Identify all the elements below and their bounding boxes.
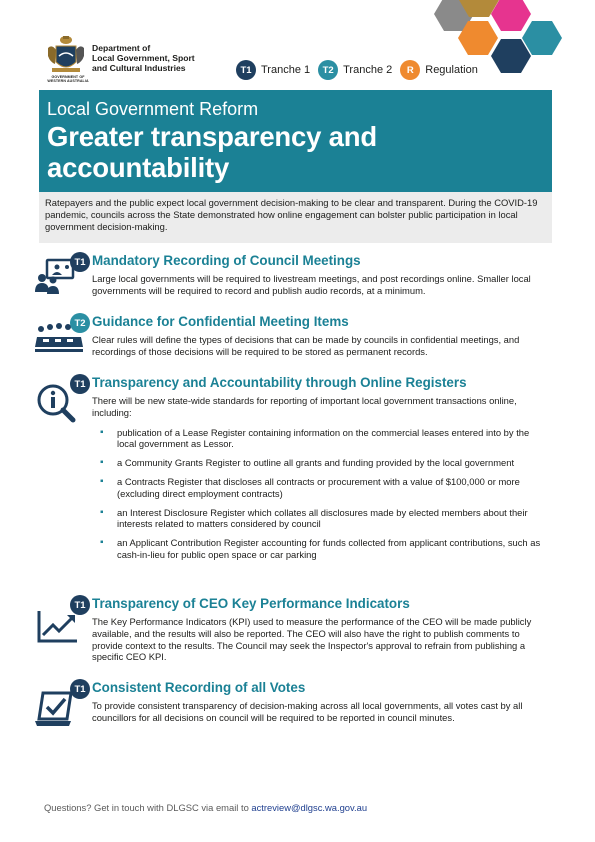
tranche-1-badge: T1: [70, 679, 90, 699]
department-line: and Cultural Industries: [92, 63, 186, 73]
crest-caption-line: WESTERN AUSTRALIA: [47, 79, 89, 83]
legend-item-tranche-1: [236, 60, 310, 80]
list-item: ▪ an Applicant Contribution Register accounting for funds collected from applicant contributions, such as cash-in-lieu for public open space or car parking: [92, 537, 550, 561]
intro-paragraph: Ratepayers and the public expect local government decision-making to be clear and transparent. During the COVID-19 pandemic, councils across the State demonstrated how online engagement can bolster public participation in local government decision-making.: [39, 192, 552, 243]
page-title: [47, 121, 552, 183]
contact-email-link[interactable]: actreview@dlgsc.wa.gov.au: [251, 802, 368, 813]
banner-subtitle: Local Government Reform: [47, 99, 259, 119]
register-list: [92, 427, 550, 561]
section-heading: Consistent Recording of all Votes: [92, 680, 306, 695]
tranche-2-badge: T2: [318, 60, 338, 80]
list-item: ▪ an Interest Disclosure Register which collates all disclosures made by elected members about their interests related to matters considered by council: [92, 507, 550, 531]
department-line: Department of: [92, 43, 151, 53]
tranche-1-badge: T1: [70, 252, 90, 272]
tranche-1-badge: T1: [236, 60, 256, 80]
tranche-legend: [236, 60, 478, 80]
legend-item-regulation: [400, 60, 478, 80]
section-ceo-kpi: [33, 595, 553, 670]
list-item: ▪ publication of a Lease Register containing information on the commercial leases entered into by the local government as Lessor.: [92, 427, 550, 451]
section-body: Large local governments will be required to livestream meetings, and post recordings online. Smaller local governments will be required to record and publish audio records, at a minimum.: [92, 273, 531, 296]
title-banner: [39, 90, 552, 192]
section-body: The Key Performance Indicators (KPI) used to measure the performance of the CEO will be made publicly available, and the results will also be reported. The CEO will also have the right to publish comments to provide context to the results. The Council may seek the Inspector's approval to refrain from publishing a specific CEO KPI.: [92, 616, 532, 663]
section-confidential-items: [33, 313, 553, 373]
section-body: [92, 395, 550, 568]
tranche-1-badge: T1: [70, 595, 90, 615]
hexagon-teal: [522, 21, 562, 55]
footer-text: Questions? Get in touch with DLGSC via email to: [44, 802, 249, 813]
regulation-badge: R: [400, 60, 420, 80]
crest-caption: [40, 75, 96, 83]
section-online-registers: [33, 374, 553, 589]
list-item: ▪ a Contracts Register that discloses all contracts or procurement with a value of $100,000 or more (excluding direct employment contracts): [92, 476, 550, 500]
footer: [44, 802, 367, 813]
hexagon-magenta: [491, 0, 531, 31]
title-line: accountability: [47, 152, 230, 183]
title-line: Greater transparency and: [47, 121, 377, 152]
section-heading: Guidance for Confidential Meeting Items: [92, 314, 349, 329]
section-body: Clear rules will define the types of decisions that can be made by councils in confidential meetings, and recordings of those decisions will be required to be stored as permanent records.: [92, 334, 520, 357]
hexagon-navy: [491, 39, 531, 73]
list-item: ▪ a Community Grants Register to outline all grants and funding provided by the local government: [92, 457, 550, 469]
legend-label: Tranche 2: [343, 64, 393, 76]
section-mandatory-recording: [33, 252, 553, 312]
legend-label: Regulation: [425, 64, 478, 76]
legend-item-tranche-2: [318, 60, 392, 80]
tranche-1-badge: T1: [70, 374, 90, 394]
section-heading: Transparency of CEO Key Performance Indicators: [92, 596, 410, 611]
department-name: [92, 43, 222, 73]
section-heading: Transparency and Accountability through Online Registers: [92, 375, 467, 390]
department-line: Local Government, Sport: [92, 53, 195, 63]
state-crest-logo: [44, 34, 88, 78]
section-heading: Mandatory Recording of Council Meetings: [92, 253, 361, 268]
legend-label: Tranche 1: [261, 64, 311, 76]
section-body: To provide consistent transparency of decision-making across all local governments, all votes cast by all councillors for all decisions on council will be required to be reported in council minutes.: [92, 700, 523, 723]
tranche-2-badge: T2: [70, 313, 90, 333]
crest-caption-line: GOVERNMENT OF: [51, 75, 85, 79]
section-body-text: There will be new state-wide standards for reporting of important local government transactions online, including:: [92, 395, 517, 418]
section-recording-votes: [33, 679, 553, 744]
